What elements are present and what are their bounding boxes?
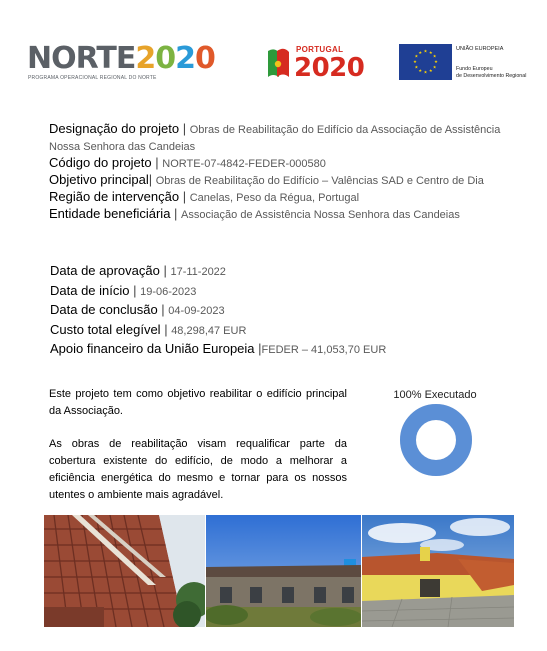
project-info (49, 121, 504, 223)
norte2020-logo (27, 41, 245, 84)
project-objective: Objetivo principal| Obras de Reabilitação do Edifício – Valências SAD e Centro de Dia (49, 172, 484, 187)
eu-fund-label: Fundo Europeu de Desenvolvimento Regional (456, 66, 527, 79)
norte2020-subtitle: PROGRAMA OPERACIONAL REGIONAL DO NORTE (28, 75, 157, 81)
photo-strip (44, 515, 514, 627)
portugal-year: 2020 (294, 53, 365, 83)
donut-progress-arc (408, 412, 464, 468)
project-description (49, 386, 347, 520)
svg-text:★: ★ (432, 53, 437, 59)
terrace-rooftop-photo (362, 515, 514, 627)
svg-text:★: ★ (414, 53, 419, 59)
eu-support: Apoio financeiro da União Europeia |FEDER – 41,053,70 EUR (50, 341, 387, 356)
execution-donut-chart (399, 403, 473, 477)
svg-text:★: ★ (423, 69, 428, 75)
finance-info (50, 262, 505, 360)
eu-logo (399, 44, 534, 80)
approval-date: Data de aprovação | 17-11-2022 (50, 263, 226, 278)
execution-label: 100% Executado (393, 389, 477, 401)
total-cost: Custo total elegível | 48,298,47 EUR (50, 321, 247, 337)
project-region: Região de intervenção | Canelas, Peso da Régua, Portugal (49, 189, 360, 204)
eu-flag-icon (399, 44, 452, 80)
svg-text:★: ★ (413, 59, 417, 64)
svg-text:★: ★ (418, 68, 423, 74)
svg-text:★: ★ (432, 64, 437, 70)
svg-text:★: ★ (434, 59, 438, 64)
project-designation: Designação do projeto | Obras de Reabilitação do Edifício da Associação de Assistência Nossa Senhora das Candeias (49, 121, 501, 153)
svg-text:★: ★ (414, 64, 419, 70)
norte2020-wordmark: NORTE2020 (27, 41, 215, 76)
portugal-label: PORTUGAL (296, 45, 344, 54)
svg-text:★: ★ (423, 48, 428, 54)
description-paragraph-2: As obras de reabilitação visam requalificar parte da cobertura existente do edifício, de modo a melhorar a eficiência energética do mesmo e tornar para os nossos utentes o ambiente mais agradável. (49, 438, 347, 501)
portugal-flag-mark-icon (266, 47, 290, 81)
svg-text:★: ★ (428, 49, 433, 55)
roof-tiles-photo (44, 515, 205, 627)
execution-status (380, 389, 490, 401)
portugal2020-logo (266, 44, 381, 82)
description-paragraph-1: Este projeto tem como objetivo reabilitar o edifício principal da Associação. (49, 388, 347, 417)
svg-text:★: ★ (418, 49, 423, 55)
start-date: Data de início | 19-06-2023 (50, 282, 197, 298)
end-date: Data de conclusão | 04-09-2023 (50, 302, 225, 317)
eu-union-label: UNIÃO EUROPEIA (456, 46, 504, 52)
project-code: Código do projeto | NORTE-07-4842-FEDER-000580 (49, 155, 326, 170)
building-facade-photo (206, 515, 361, 627)
project-beneficiary: Entidade beneficiária | Associação de Assistência Nossa Senhora das Candeias (49, 206, 460, 221)
svg-text:★: ★ (428, 68, 433, 74)
